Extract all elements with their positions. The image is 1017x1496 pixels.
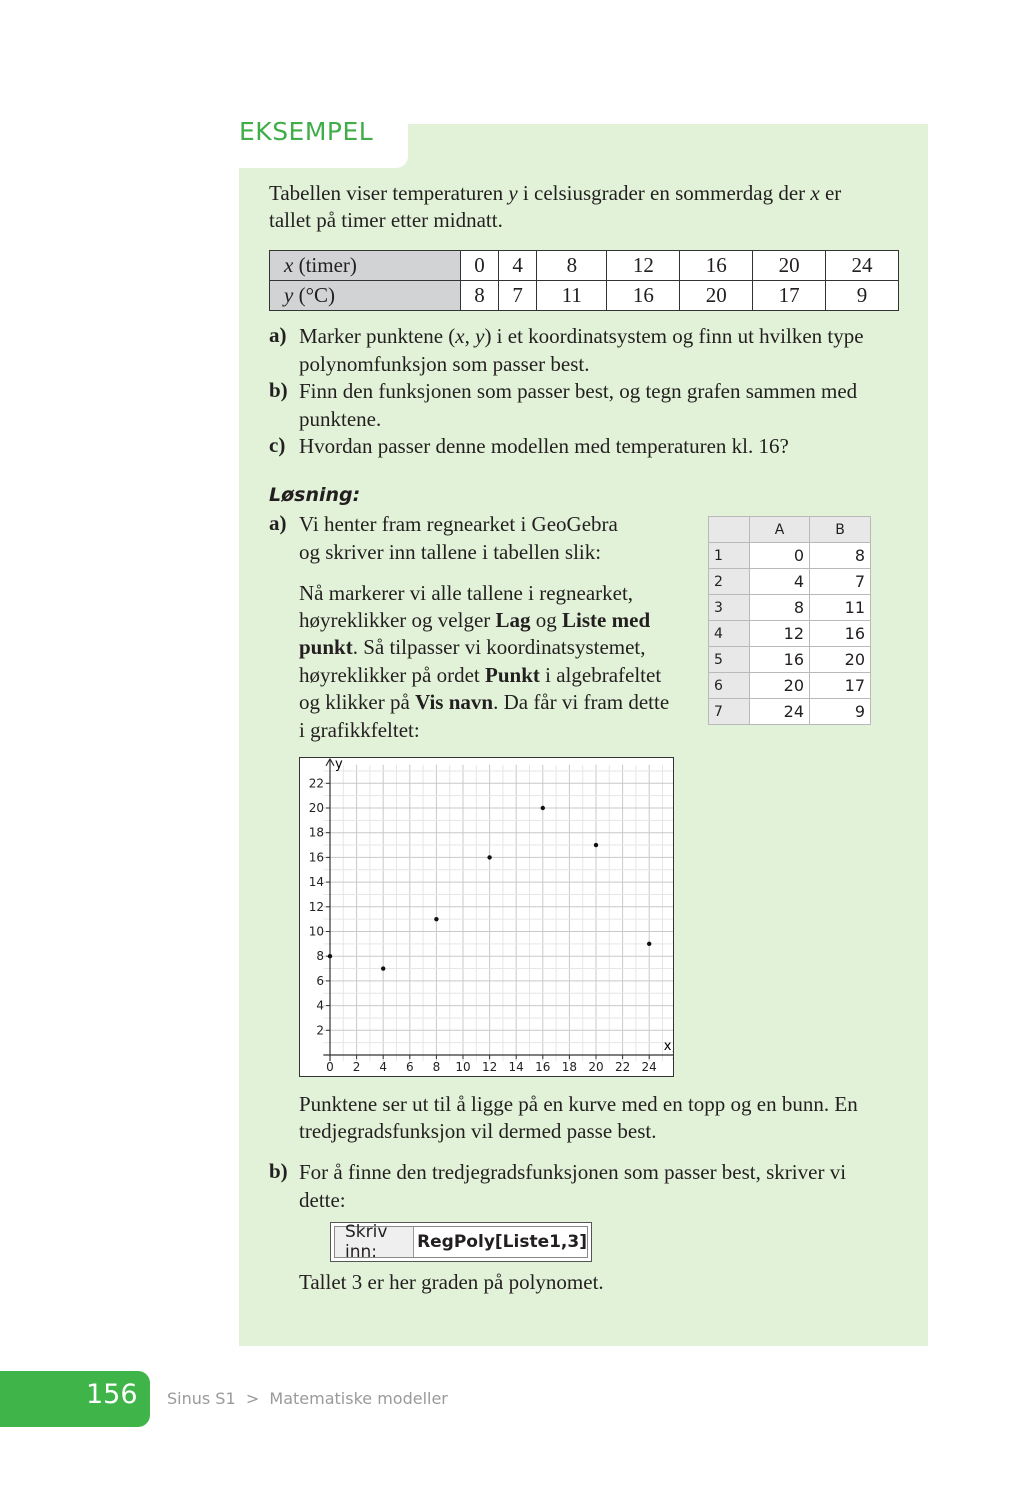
cell-y: 20 bbox=[680, 281, 753, 311]
column-header-b[interactable]: B bbox=[810, 517, 871, 543]
example-heading: EKSEMPEL bbox=[239, 117, 374, 146]
solution-a-label: a) bbox=[269, 511, 287, 535]
grid-lines bbox=[323, 765, 673, 1061]
breadcrumb-chapter: Matematiske modeller bbox=[269, 1389, 448, 1408]
row-header[interactable]: 1 bbox=[709, 543, 750, 569]
solution-p1: Nå markerer vi alle tallene i regnearket, bbox=[299, 581, 634, 605]
data-point bbox=[381, 966, 385, 970]
table-row bbox=[709, 699, 871, 725]
input-label: Skriv inn: bbox=[345, 1222, 388, 1262]
spreadsheet-cell[interactable]: 8 bbox=[750, 595, 810, 621]
y-tick-label: 22 bbox=[308, 776, 324, 791]
solution-last-line: Tallet 3 er her graden på polynomet. bbox=[299, 1270, 604, 1294]
task-b-label: b) bbox=[269, 378, 288, 402]
row-header[interactable]: 4 bbox=[709, 621, 750, 647]
solution-after-graph-2: tredjegradsfunksjon vil dermed passe best. bbox=[299, 1119, 657, 1143]
task-a-label: a) bbox=[269, 323, 287, 347]
table-row bbox=[709, 621, 871, 647]
x-tick-label: 8 bbox=[432, 1060, 441, 1074]
table-row bbox=[709, 595, 871, 621]
x-tick-label: 10 bbox=[455, 1060, 471, 1074]
input-bar bbox=[330, 1222, 592, 1262]
cell-x: 20 bbox=[753, 251, 826, 281]
solution-after-graph-1: Punktene ser ut til å ligge på en kurve med en topp og en bunn. En bbox=[299, 1092, 858, 1116]
table-row bbox=[270, 251, 899, 281]
spreadsheet-cell[interactable]: 7 bbox=[810, 569, 871, 595]
spreadsheet-corner bbox=[709, 517, 750, 543]
solution-a-line-1: Vi henter fram regnearket i GeoGebra bbox=[299, 512, 618, 536]
solution-heading: Løsning: bbox=[269, 484, 361, 506]
task-c-label: c) bbox=[269, 433, 286, 457]
intro-line-1: Tabellen viser temperaturen y i celsiusgrader en sommerdag der x er bbox=[269, 181, 842, 205]
temperature-table bbox=[269, 250, 899, 311]
solution-b-line-1: For å finne den tredjegradsfunksjonen som passer best, skriver vi bbox=[299, 1160, 847, 1184]
column-header-a[interactable]: A bbox=[750, 517, 810, 543]
y-tick-label: 20 bbox=[308, 801, 324, 815]
solution-p5: og klikker på Vis navn. Da får vi fram dette bbox=[299, 690, 670, 714]
geogebra-spreadsheet bbox=[708, 516, 871, 725]
input-bar-inner bbox=[334, 1222, 588, 1262]
y-tick-label: 4 bbox=[316, 998, 324, 1013]
x-axis-label: x bbox=[663, 1039, 672, 1054]
spreadsheet-cell[interactable]: 20 bbox=[810, 647, 871, 673]
data-point bbox=[647, 942, 651, 946]
data-point bbox=[328, 954, 332, 958]
y-tick-label: 16 bbox=[308, 850, 324, 865]
x-tick-label: 0 bbox=[326, 1060, 334, 1074]
tick-labels bbox=[309, 776, 657, 1074]
spreadsheet-cell[interactable]: 11 bbox=[810, 595, 871, 621]
solution-p2: høyreklikker og velger Lag og Liste med bbox=[299, 608, 651, 632]
row-header-x: x (timer) bbox=[270, 251, 461, 281]
spreadsheet-cell[interactable]: 16 bbox=[750, 647, 810, 673]
cell-y: 11 bbox=[537, 281, 607, 311]
spreadsheet-cell[interactable]: 16 bbox=[810, 621, 871, 647]
table-row bbox=[709, 569, 871, 595]
spreadsheet-cell[interactable]: 17 bbox=[810, 673, 871, 699]
spreadsheet-cell[interactable]: 8 bbox=[810, 543, 871, 569]
scatter-plot bbox=[300, 758, 673, 1076]
x-tick-label: 2 bbox=[352, 1060, 361, 1074]
y-tick-label: 8 bbox=[316, 949, 324, 964]
row-header[interactable]: 7 bbox=[709, 699, 750, 725]
spreadsheet-cell[interactable]: 9 bbox=[810, 699, 871, 725]
data-point bbox=[487, 855, 491, 859]
cell-x: 12 bbox=[607, 251, 680, 281]
row-header[interactable]: 3 bbox=[709, 595, 750, 621]
x-tick-label: 24 bbox=[641, 1060, 657, 1074]
table-row bbox=[270, 281, 899, 311]
y-tick-label: 12 bbox=[308, 899, 324, 914]
x-tick-label: 20 bbox=[588, 1060, 604, 1074]
cell-x: 24 bbox=[826, 251, 899, 281]
spreadsheet-cell[interactable]: 4 bbox=[750, 569, 810, 595]
spreadsheet-cell[interactable]: 0 bbox=[750, 543, 810, 569]
solution-a-line-2: og skriver inn tallene i tabellen slik: bbox=[299, 540, 602, 564]
cell-y: 8 bbox=[461, 281, 499, 311]
y-tick-label: 14 bbox=[308, 875, 324, 890]
task-b-line-2: punktene. bbox=[299, 407, 382, 431]
solution-b-line-2: dette: bbox=[299, 1188, 346, 1212]
solution-b-label: b) bbox=[269, 1159, 288, 1183]
y-tick-label: 18 bbox=[308, 825, 324, 840]
breadcrumb-separator: > bbox=[245, 1389, 260, 1408]
row-header[interactable]: 5 bbox=[709, 647, 750, 673]
x-tick-label: 22 bbox=[614, 1060, 631, 1074]
spreadsheet-cell[interactable]: 20 bbox=[750, 673, 810, 699]
command-input[interactable]: RegPoly[Liste1,3] bbox=[413, 1227, 587, 1257]
x-tick-label: 16 bbox=[535, 1060, 551, 1074]
page-number: 156 bbox=[86, 1379, 138, 1410]
x-tick-label: 18 bbox=[561, 1060, 578, 1074]
table-row bbox=[709, 647, 871, 673]
x-tick-label: 12 bbox=[481, 1060, 498, 1074]
row-header[interactable]: 2 bbox=[709, 569, 750, 595]
solution-p3: punkt. Så tilpasser vi koordinatsystemet, bbox=[299, 635, 646, 659]
x-tick-label: 6 bbox=[405, 1060, 414, 1074]
cell-y: 9 bbox=[826, 281, 899, 311]
spreadsheet-cell[interactable]: 24 bbox=[750, 699, 810, 725]
cell-y: 17 bbox=[753, 281, 826, 311]
y-tick-label: 2 bbox=[316, 1023, 324, 1038]
cell-x: 16 bbox=[680, 251, 753, 281]
cell-y: 16 bbox=[607, 281, 680, 311]
x-tick-label: 4 bbox=[379, 1060, 388, 1074]
table-row bbox=[709, 673, 871, 699]
task-c-line-1: Hvordan passer denne modellen med temperaturen kl. 16? bbox=[299, 434, 789, 458]
breadcrumb-book: Sinus S1 bbox=[167, 1389, 236, 1408]
spreadsheet-header-row bbox=[709, 517, 871, 543]
data-point bbox=[434, 917, 438, 921]
table-row bbox=[709, 543, 871, 569]
cell-x: 0 bbox=[461, 251, 499, 281]
data-point bbox=[594, 843, 598, 847]
spreadsheet-cell[interactable]: 12 bbox=[750, 621, 810, 647]
solution-p6: i grafikkfeltet: bbox=[299, 718, 420, 742]
task-b-line-1: Finn den funksjonen som passer best, og tegn grafen sammen med bbox=[299, 379, 858, 403]
solution-p4: høyreklikker på ordet Punkt i algebrafeltet bbox=[299, 663, 662, 687]
row-header[interactable]: 6 bbox=[709, 673, 750, 699]
cell-x: 4 bbox=[499, 251, 537, 281]
breadcrumb bbox=[167, 1389, 448, 1408]
y-tick-label: 6 bbox=[316, 973, 324, 988]
graphics-view bbox=[299, 757, 674, 1077]
task-a-line-2: polynomfunksjon som passer best. bbox=[299, 352, 590, 376]
data-point bbox=[541, 806, 545, 810]
y-tick-label: 10 bbox=[308, 924, 324, 939]
y-axis-label: y bbox=[335, 758, 343, 772]
cell-x: 8 bbox=[537, 251, 607, 281]
task-a-line-1: Marker punktene (x, y) i et koordinatsystem og finn ut hvilken type bbox=[299, 324, 864, 348]
x-tick-label: 14 bbox=[508, 1060, 524, 1074]
intro-line-2: tallet på timer etter midnatt. bbox=[269, 208, 503, 232]
axes bbox=[323, 759, 673, 1061]
row-header-y: y (°C) bbox=[270, 281, 461, 311]
cell-y: 7 bbox=[499, 281, 537, 311]
